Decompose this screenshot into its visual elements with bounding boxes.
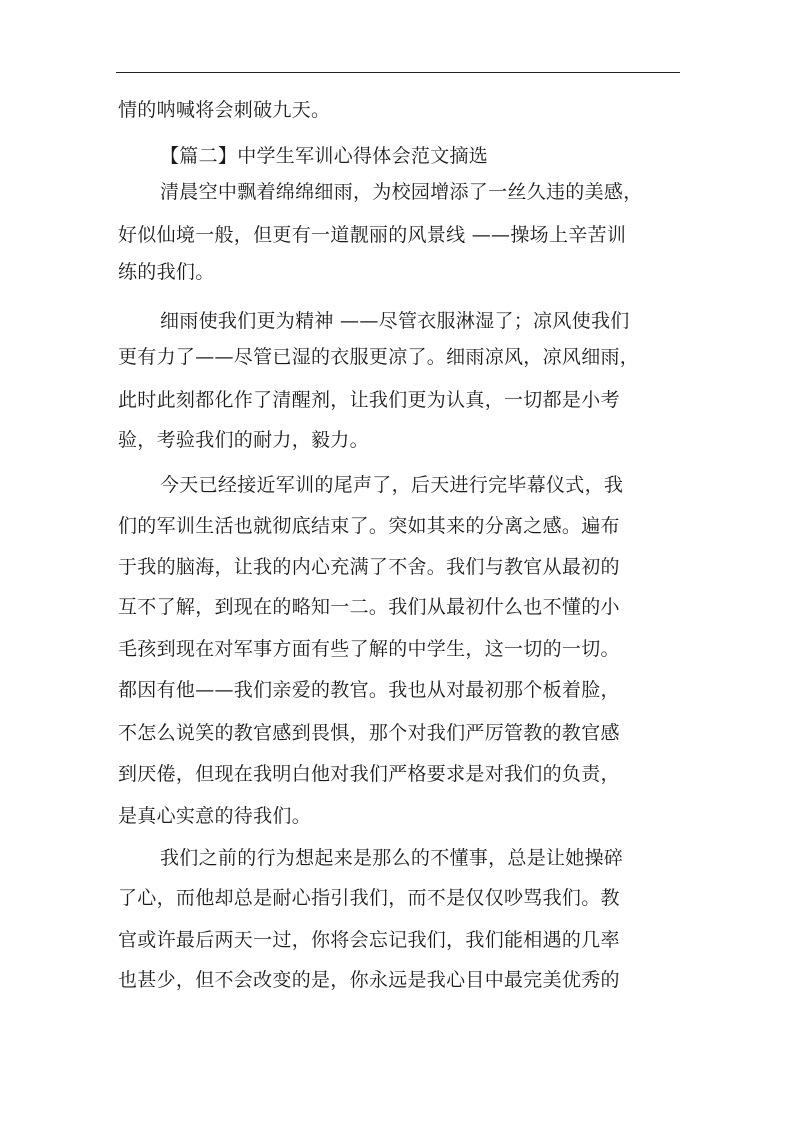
section-heading: 【篇二】中学生军训心得体会范文摘选: [160, 145, 489, 167]
text-line: 毛孩到现在对军事方面有些了解的中学生，这一切的一切。: [118, 638, 620, 660]
text-line: 不怎么说笑的教官感到畏惧，那个对我们严厉管教的教官感: [118, 722, 620, 744]
text-line: 于我的脑海，让我的内心充满了不舍。我们与教官从最初的: [118, 556, 620, 578]
text-line: 到厌倦，但现在我明白他对我们严格要求是对我们的负责，: [118, 763, 620, 785]
text-line: 我们之前的行为想起来是那么的不懂事，总是让她操碎: [160, 847, 624, 869]
text-line: 清晨空中飘着绵绵细雨，为校园增添了一丝久违的美感，: [160, 181, 643, 203]
text-line: 是真心实意的待我们。: [118, 805, 312, 827]
text-line: 情的呐喊将会刺破九天。: [118, 99, 331, 121]
text-line: 练的我们。: [118, 261, 215, 283]
text-line: 好似仙境一般，但更有一道靓丽的风景线 ——操场上辛苦训: [118, 224, 627, 246]
text-line: 互不了解，到现在的略知一二。我们从最初什么也不懂的小: [118, 596, 620, 618]
text-line: 细雨使我们更为精神 ——尽管衣服淋湿了；凉风使我们: [160, 310, 630, 332]
text-line: 了心，而他却总是耐心指引我们，而不是仅仅吵骂我们。教: [118, 887, 620, 909]
text-line: 此时此刻都化作了清醒剂，让我们更为认真，一切都是小考: [118, 389, 620, 411]
text-line: 也甚少，但不会改变的是，你永远是我心目中最完美优秀的: [118, 969, 620, 991]
text-line: 更有力了——尽管已湿的衣服更凉了。细雨凉风，凉风细雨，: [118, 346, 640, 368]
text-line: 官或许最后两天一过，你将会忘记我们，我们能相遇的几率: [118, 929, 620, 951]
text-line: 们的军训生活也就彻底结束了。突如其来的分离之感。遍布: [118, 515, 620, 537]
text-line: 今天已经接近军训的尾声了，后天进行完毕幕仪式，我: [160, 474, 624, 496]
header-rule: [116, 72, 680, 73]
text-line: 都因有他——我们亲爱的教官。我也从对最初那个板着脸，: [118, 679, 620, 701]
text-line: 验，考验我们的耐力，毅力。: [118, 429, 369, 451]
